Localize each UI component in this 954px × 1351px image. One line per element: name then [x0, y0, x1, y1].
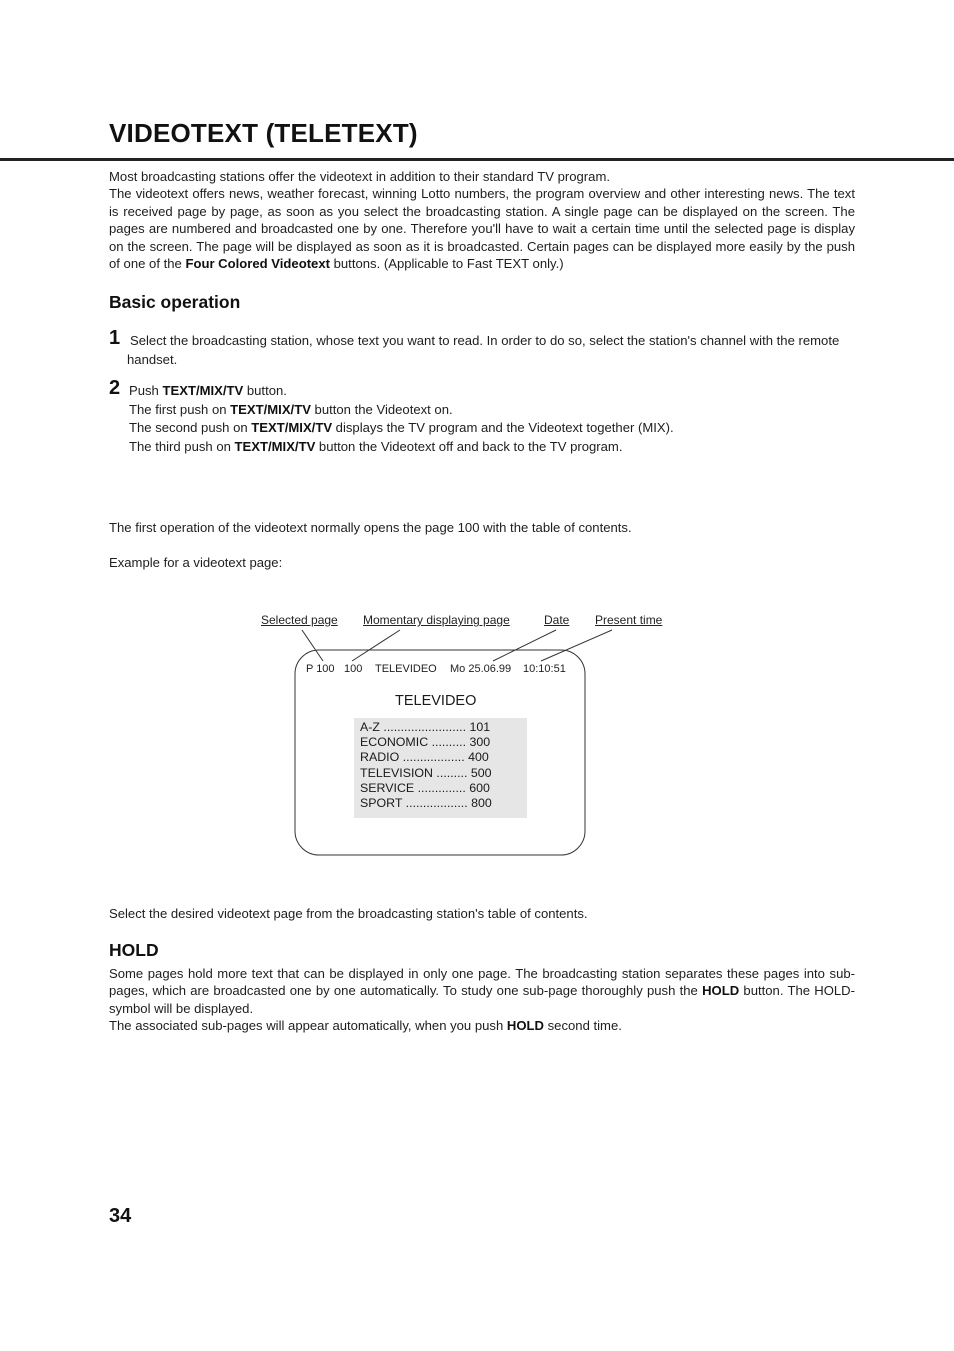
screen-title: TELEVIDEO	[395, 693, 477, 709]
step-2-second-push: The second push on TEXT/MIX/TV displays the TV program and the Videotext together (MIX).	[129, 420, 674, 435]
step-2-third-push: The third push on TEXT/MIX/TV button the Videotext off and back to the TV program.	[129, 438, 623, 454]
step-1-text: Select the broadcasting station, whose text you want to read. In order to do so, select the station's channel with the remote handset.	[127, 333, 840, 367]
example-label: Example for a videotext page:	[109, 555, 283, 570]
step-2-push-line: Push TEXT/MIX/TV button.	[129, 383, 287, 398]
select-page-text: Select the desired videotext page from the broadcasting station's table of contents.	[109, 906, 588, 921]
intro-line-1: Most broadcasting stations offer the videotext in addition to their standard TV program.	[109, 169, 610, 184]
pointer-selected-page	[302, 630, 323, 661]
four-colored-videotext-term: Four Colored Videotext	[185, 256, 330, 272]
first-operation-text: The first operation of the videotext normally opens the page 100 with the table of contents.	[109, 520, 632, 535]
menu-item: ECONOMIC .......... 300	[360, 735, 491, 750]
step-2-number: 2	[109, 377, 121, 399]
label-present-time: Present time	[595, 613, 663, 627]
hold-paragraph	[109, 965, 855, 1035]
text-mix-tv-term: TEXT/MIX/TV	[234, 438, 316, 454]
pointer-date	[493, 630, 556, 661]
header-station: TELEVIDEO	[375, 663, 437, 675]
header-time: 10:10:51	[523, 663, 566, 675]
step-2-first-push: The first push on TEXT/MIX/TV button the Videotext on.	[129, 401, 453, 417]
label-selected-page: Selected page	[261, 613, 338, 627]
header-momentary-page: 100	[344, 663, 363, 675]
step-1-number: 1	[109, 327, 121, 349]
contents-menu	[354, 718, 527, 818]
menu-item: TELEVISION ......... 500	[360, 765, 492, 780]
menu-item: RADIO .................. 400	[360, 750, 489, 765]
hold-text-2: The associated sub-pages will appear automatically, when you push HOLD second time.	[109, 1018, 622, 1034]
header-date: Mo 25.06.99	[450, 663, 512, 675]
intro-line-2: The videotext offers news, weather forecast, winning Lotto numbers, the program overview and other interesting news. The text is received page by page, as soon as you select the broadcasting station. A single page can be displayed on the screen. The pages are numbered and broadcasted one by one. Therefore you'll have to wait a certain time until the selected page is display on the screen. The page will be displayed as soon as it is broadcasted. Certain pages can be displayed more easily by the push of one of the Four Colored Videotext buttons. (Applicable to Fast TEXT only.)	[109, 186, 855, 272]
hold-term: HOLD	[702, 983, 740, 999]
text-mix-tv-term: TEXT/MIX/TV	[230, 401, 311, 417]
text-mix-tv-term: TEXT/MIX/TV	[162, 383, 244, 398]
page-title: VIDEOTEXT (TELETEXT)	[109, 118, 418, 148]
page-number: 34	[109, 1205, 132, 1227]
menu-item: SERVICE .............. 600	[360, 780, 490, 795]
label-momentary-page: Momentary displaying page	[363, 613, 510, 627]
label-date: Date	[544, 613, 570, 627]
text-mix-tv-term: TEXT/MIX/TV	[251, 420, 333, 435]
menu-item: SPORT .................. 800	[360, 796, 492, 811]
basic-operation-heading: Basic operation	[109, 292, 241, 312]
hold-text-1: Some pages hold more text that can be displayed in only one page. The broadcasting station separates these pages into sub-pages, which are broadcasted one by one automatically. To study one sub-page thoroughly push the HOLD button. The HOLD-symbol will be displayed.	[109, 966, 855, 1016]
pointer-momentary-page	[352, 630, 400, 661]
pointer-time	[541, 630, 612, 661]
menu-item: A-Z ........................ 101	[360, 720, 491, 734]
hold-heading: HOLD	[109, 940, 159, 960]
header-selected-page: P 100	[306, 663, 335, 675]
hold-term: HOLD	[506, 1018, 544, 1034]
